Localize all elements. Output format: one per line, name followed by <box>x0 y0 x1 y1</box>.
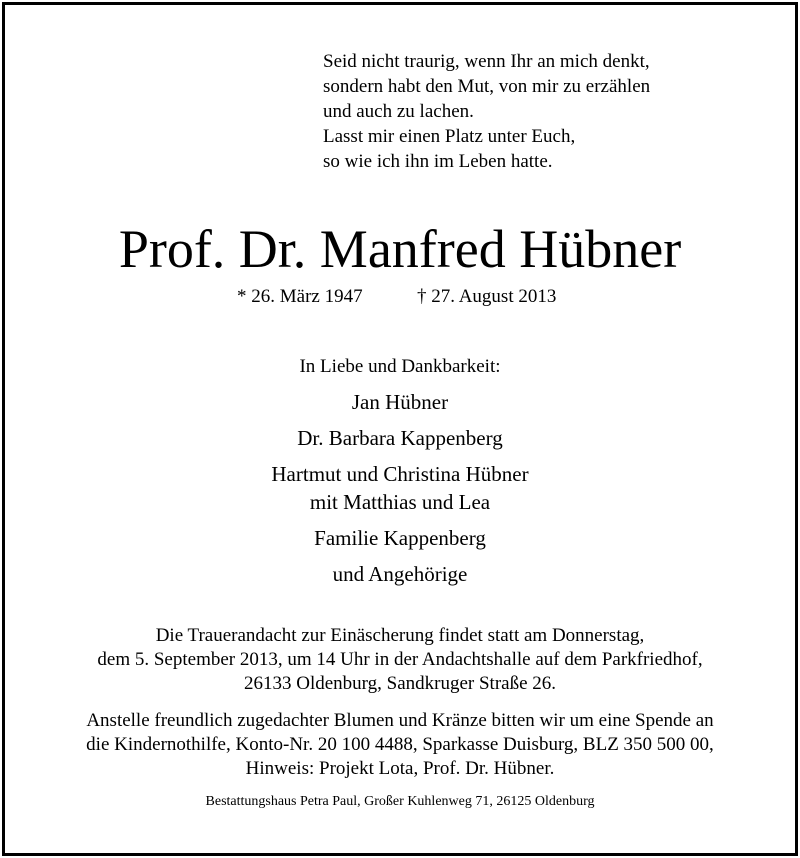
poem-line: sondern habt den Mut, von mir zu erzählen <box>323 76 651 97</box>
mourner <box>5 524 795 552</box>
mourners-intro: In Liebe und Dankbarkeit: <box>299 356 501 377</box>
poem <box>323 49 723 174</box>
deceased-name: Prof. Dr. Manfred Hübner <box>118 219 682 279</box>
funeral-service-info <box>5 624 795 696</box>
mourner-line: mit Matthias und Lea <box>309 490 491 514</box>
mourner <box>5 460 795 516</box>
mourner-line: Familie Kappenberg <box>314 526 486 550</box>
poem-line: und auch zu lachen. <box>323 101 474 122</box>
poem-line: Lasst mir einen Platz unter Euch, <box>323 126 576 147</box>
mourner-line: Hartmut und Christina Hübner <box>271 462 529 486</box>
mourners-list <box>5 388 795 596</box>
funeral-home-footer: Bestattungshaus Petra Paul, Großer Kuhlenweg 71, 26125 Oldenburg <box>205 794 595 809</box>
poem-line: so wie ich ihn im Leben hatte. <box>323 151 553 172</box>
donation-line: Hinweis: Projekt Lota, Prof. Dr. Hübner. <box>245 758 555 779</box>
birth-date: * 26. März 1947 <box>237 286 363 307</box>
poem-line: Seid nicht traurig, wenn Ihr an mich denkt, <box>323 51 650 72</box>
donation-request <box>5 709 795 781</box>
mourner-line: Dr. Barbara Kappenberg <box>297 426 503 450</box>
donation-line: Anstelle freundlich zugedachter Blumen und Kränze bitten wir um eine Spende an <box>86 710 714 731</box>
mourner <box>5 388 795 416</box>
mourner <box>5 424 795 452</box>
mourner <box>5 560 795 588</box>
death-date: † 27. August 2013 <box>417 286 557 307</box>
service-line: Die Trauerandacht zur Einäscherung findet statt am Donnerstag, <box>155 625 645 646</box>
mourner-line: und Angehörige <box>332 562 468 586</box>
service-line: dem 5. September 2013, um 14 Uhr in der Andachtshalle auf dem Parkfriedhof, <box>97 649 703 670</box>
mourner-line: Jan Hübner <box>351 390 449 414</box>
service-line: 26133 Oldenburg, Sandkruger Straße 26. <box>243 673 557 694</box>
obituary-notice <box>2 2 798 856</box>
donation-line: die Kindernothilfe, Konto-Nr. 20 100 4488, Sparkasse Duisburg, BLZ 350 500 00, <box>86 734 714 755</box>
